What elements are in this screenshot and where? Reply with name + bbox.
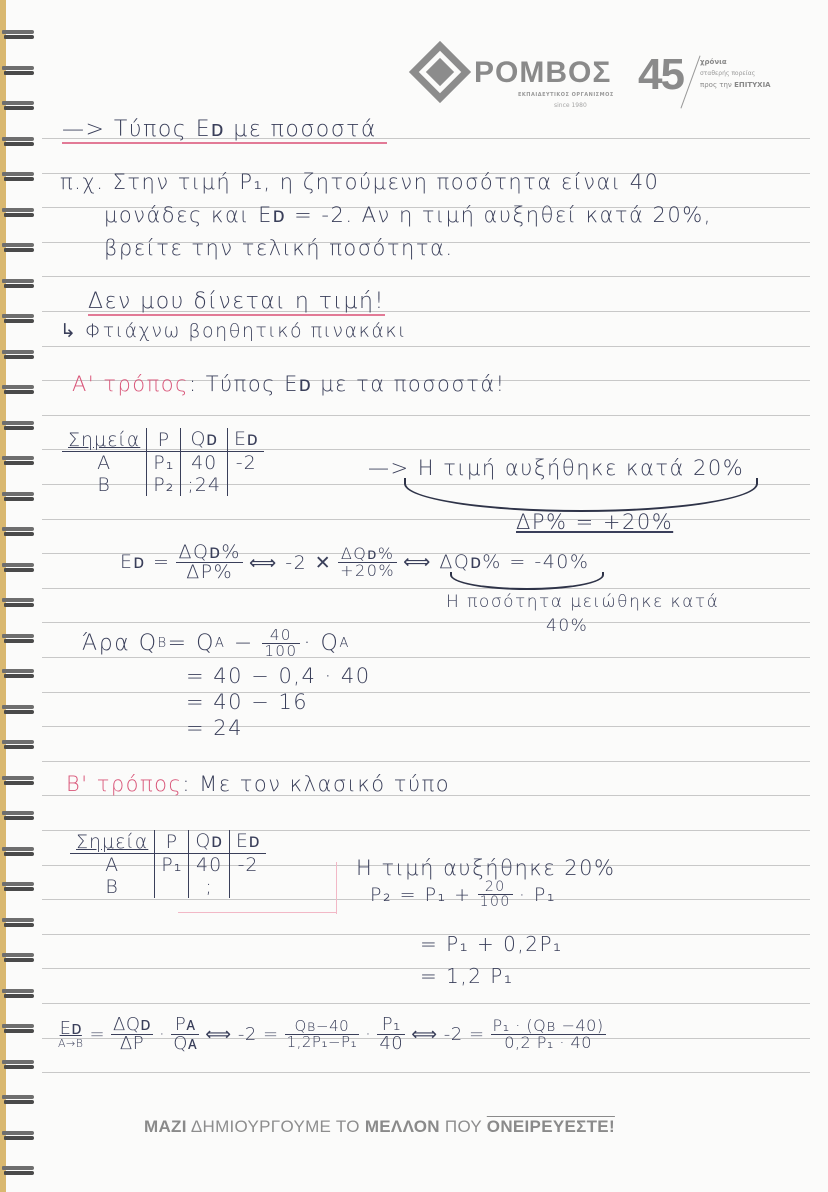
curly-brace-icon <box>404 478 758 512</box>
lhs-text: Eᴅ <box>59 1017 82 1039</box>
denominator: Qᴀ <box>173 1033 198 1054</box>
spiral-ring <box>2 490 36 504</box>
spiral-ring <box>2 64 36 78</box>
table-cell: 40 <box>181 452 228 475</box>
table-cell <box>155 876 189 898</box>
method-b-heading <box>66 772 450 796</box>
slogan-word: ΟΝΕΙΡΕΥΕΣΤΕ! <box>486 1117 615 1136</box>
numerator: P₁ · (Qʙ −40) <box>492 1016 604 1035</box>
spiral-ring <box>2 1164 36 1178</box>
table-row <box>70 876 266 898</box>
spiral-ring <box>2 809 36 823</box>
table-header: Σημεία <box>62 428 147 452</box>
denominator: ΔP% <box>186 561 234 583</box>
spiral-ring <box>2 348 36 362</box>
anniversary-tag-1: χρόνια <box>700 58 727 66</box>
spiral-ring <box>2 383 36 397</box>
spiral-ring <box>2 703 36 717</box>
calc-line-4: = 24 <box>186 716 243 740</box>
table-cell: -2 <box>229 854 266 877</box>
fraction <box>176 543 242 582</box>
example-line-1: π.χ. Στην τιμή P₁, η ζητούμενη ποσότητα είναι 40 <box>60 170 660 194</box>
table-header: Qᴅ <box>189 830 229 854</box>
denominator: 100 <box>264 642 298 660</box>
logo-divider <box>680 56 700 109</box>
table-header-row <box>62 428 264 452</box>
spiral-ring <box>2 987 36 1001</box>
step: ⟺ -2 = <box>205 1024 279 1045</box>
equals: = <box>89 1024 106 1045</box>
anniversary-tag-2: σταθερής πορείας <box>700 70 756 77</box>
numerator: ΔQᴅ <box>113 1014 151 1035</box>
table-cell: -2 <box>227 452 264 475</box>
p2-line-1 <box>370 880 556 909</box>
spiral-ring <box>2 880 36 894</box>
step: ⟺ -2 = <box>411 1024 485 1045</box>
fraction <box>491 1018 606 1051</box>
formula-step-2: ⟺ ΔQᴅ% = -40% <box>403 551 590 573</box>
table-header: Eᴅ <box>227 428 264 452</box>
spiral-ring <box>2 596 36 610</box>
numerator: ΔQᴅ% <box>178 541 241 563</box>
slogan-word: ΜΑΖΙ <box>144 1117 187 1136</box>
ruled-line <box>42 761 810 762</box>
table-cell: P₁ <box>147 452 181 475</box>
numerator: Qʙ−40 <box>285 1019 360 1035</box>
formula-step-1: ⟺ -2 ✕ <box>248 551 333 574</box>
fraction <box>111 1016 153 1053</box>
numerator: ΔQᴅ% <box>338 546 397 563</box>
brand-name: ΡΟΜΒΟΣ <box>474 56 612 89</box>
spiral-ring <box>2 1093 36 1107</box>
ruled-line <box>42 622 810 623</box>
calc-line-1 <box>82 628 350 659</box>
elasticity-formula <box>58 1016 606 1053</box>
anniversary-tag-3 <box>700 81 771 89</box>
ruled-line <box>42 588 810 589</box>
fraction <box>338 546 397 579</box>
fraction <box>171 1016 199 1053</box>
denominator: ΔP <box>119 1033 145 1054</box>
ruled-line <box>42 276 810 277</box>
denominator: 0,2 P₁ · 40 <box>504 1033 592 1052</box>
table-header: Eᴅ <box>229 830 266 854</box>
spiral-binding <box>0 0 40 1192</box>
anniversary-number: 45 <box>638 50 683 99</box>
spiral-ring <box>2 454 36 468</box>
denominator: 1,2P₁−P₁ <box>286 1033 358 1051</box>
table-header: P <box>147 428 181 452</box>
spiral-ring <box>2 206 36 220</box>
numerator: 40 <box>262 628 299 644</box>
calc-line-3: = 40 − 16 <box>186 690 309 714</box>
denominator: 40 <box>379 1033 404 1054</box>
table-header: P <box>155 830 189 854</box>
ruled-line <box>42 726 810 727</box>
table-cell: B <box>105 876 119 898</box>
pink-guide-line <box>336 862 337 914</box>
table-header-row <box>70 830 266 854</box>
fraction <box>262 628 299 659</box>
method-a-heading <box>72 372 506 397</box>
p2-line-2: = P₁ + 0,2P₁ <box>420 932 563 956</box>
ruled-line <box>42 415 810 416</box>
spiral-ring <box>2 135 36 149</box>
table-cell: B <box>97 474 111 496</box>
spiral-ring <box>2 916 36 930</box>
quantity-note-1: Η ποσότητα μειώθηκε κατά <box>446 592 720 612</box>
method-a-label: Α' τρόπος <box>72 372 189 396</box>
romvos-logo <box>414 46 784 116</box>
spiral-ring <box>2 277 36 291</box>
ruled-line <box>42 519 810 520</box>
dot: · <box>365 1024 372 1045</box>
table-header: Σημεία <box>70 830 155 854</box>
note-warning: Δεν μου δίνεται η τιμή! <box>88 289 385 314</box>
calc-text: − <box>225 631 263 656</box>
spiral-ring <box>2 632 36 646</box>
footer-slogan <box>144 1117 615 1137</box>
spiral-ring <box>2 99 36 113</box>
method-a-title: : Τύπος Eᴅ με τα ποσοστά! <box>188 372 506 396</box>
note-action: ↳ Φτιάχνω βοηθητικό πινακάκι <box>60 320 408 342</box>
spiral-ring <box>2 951 36 965</box>
spiral-ring <box>2 1058 36 1072</box>
p2-text: · P₁ <box>518 883 556 906</box>
table-cell: P₂ <box>147 474 181 496</box>
pink-guide-line <box>178 912 336 913</box>
method-a-price-note: —> Η τιμή αυξήθηκε κατά 20% <box>368 456 745 480</box>
lhs-subscript: A→B <box>58 1037 84 1051</box>
p2-line-3: = 1,2 P₁ <box>420 964 514 988</box>
slogan-word: ΠΟΥ <box>439 1117 487 1136</box>
method-b-title: : Με τον κλασικό τύπο <box>182 772 451 796</box>
elasticity-lhs <box>58 1019 83 1051</box>
spiral-ring <box>2 312 36 326</box>
fraction <box>377 1016 405 1053</box>
spiral-ring <box>2 28 36 42</box>
spiral-ring <box>2 1022 36 1036</box>
table-row <box>70 854 266 877</box>
ruled-line <box>42 692 810 693</box>
ruled-line <box>42 1003 810 1004</box>
table-cell: 40 <box>189 854 229 877</box>
spiral-ring <box>2 845 36 859</box>
p2-text: P₂ = P₁ + <box>370 883 472 906</box>
table-cell <box>229 876 266 898</box>
brand-since: since 1980 <box>554 102 587 109</box>
slogan-word: ΔΗΜΙΟΥΡΓΟΥΜΕ ΤΟ <box>186 1117 365 1136</box>
slogan-word: ΜΕΛΛΟΝ <box>364 1117 440 1136</box>
calc-sub: B <box>157 636 168 651</box>
method-a-table <box>62 428 264 496</box>
spiral-ring <box>2 525 36 539</box>
spiral-ring <box>2 1129 36 1143</box>
table-cell: A <box>97 452 112 474</box>
fraction <box>285 1019 360 1050</box>
numerator: Pᴀ <box>171 1016 199 1035</box>
table-header: Qᴅ <box>181 428 228 452</box>
calc-text: = Q <box>167 631 215 656</box>
denominator: 100 <box>479 894 511 910</box>
calc-text: Άρα Q <box>82 631 158 656</box>
table-cell: ;24 <box>181 474 228 496</box>
calc-line-2: = 40 − 0,4 · 40 <box>186 664 371 688</box>
example-line-2: μονάδες και Eᴅ = -2. Αν η τιμή αυξηθεί κατά 20%, <box>104 203 712 227</box>
calc-text: · Q <box>303 631 340 656</box>
ruled-line <box>42 346 810 347</box>
numerator: P₁ <box>377 1016 405 1035</box>
method-b-table <box>70 830 266 898</box>
spiral-ring <box>2 774 36 788</box>
formula-lhs: Eᴅ = <box>120 551 171 573</box>
tag-prefix: προς την <box>700 81 732 89</box>
spiral-ring <box>2 667 36 681</box>
denominator: +20% <box>340 561 396 580</box>
tag-bold: ΕΠΙΤΥΧΙΑ <box>734 81 771 89</box>
method-b-price-note: Η τιμή αυξήθηκε 20% <box>356 856 616 880</box>
table-cell: P₁ <box>155 854 189 877</box>
calc-sub: A <box>339 636 350 651</box>
spiral-ring <box>2 738 36 752</box>
table-row <box>62 474 264 496</box>
example-line-3: βρείτε την τελική ποσότητα. <box>104 236 454 260</box>
calc-sub: A <box>214 636 226 651</box>
quantity-note-2: 40% <box>546 616 589 636</box>
spiral-ring <box>2 561 36 575</box>
spiral-ring <box>2 419 36 433</box>
ruled-line <box>42 1072 810 1073</box>
fraction <box>478 880 513 909</box>
dot: · <box>158 1024 166 1045</box>
method-b-label: Β' τρόπος <box>66 772 183 796</box>
numerator: 20 <box>478 880 513 895</box>
brand-subtitle: ΕΚΠΑΙΔΕΥΤΙΚΟΣ ΟΡΓΑΝΙΣΜΟΣ <box>518 92 614 98</box>
table-cell <box>227 474 264 496</box>
table-cell: A <box>105 854 120 876</box>
spiral-ring <box>2 241 36 255</box>
table-cell: ; <box>189 876 229 898</box>
spiral-ring <box>2 170 36 184</box>
table-row <box>62 452 264 475</box>
page-title: —> Τύπος Eᴅ με ποσοστά <box>62 116 387 144</box>
delta-p-value: ΔP% = +20% <box>516 510 674 534</box>
